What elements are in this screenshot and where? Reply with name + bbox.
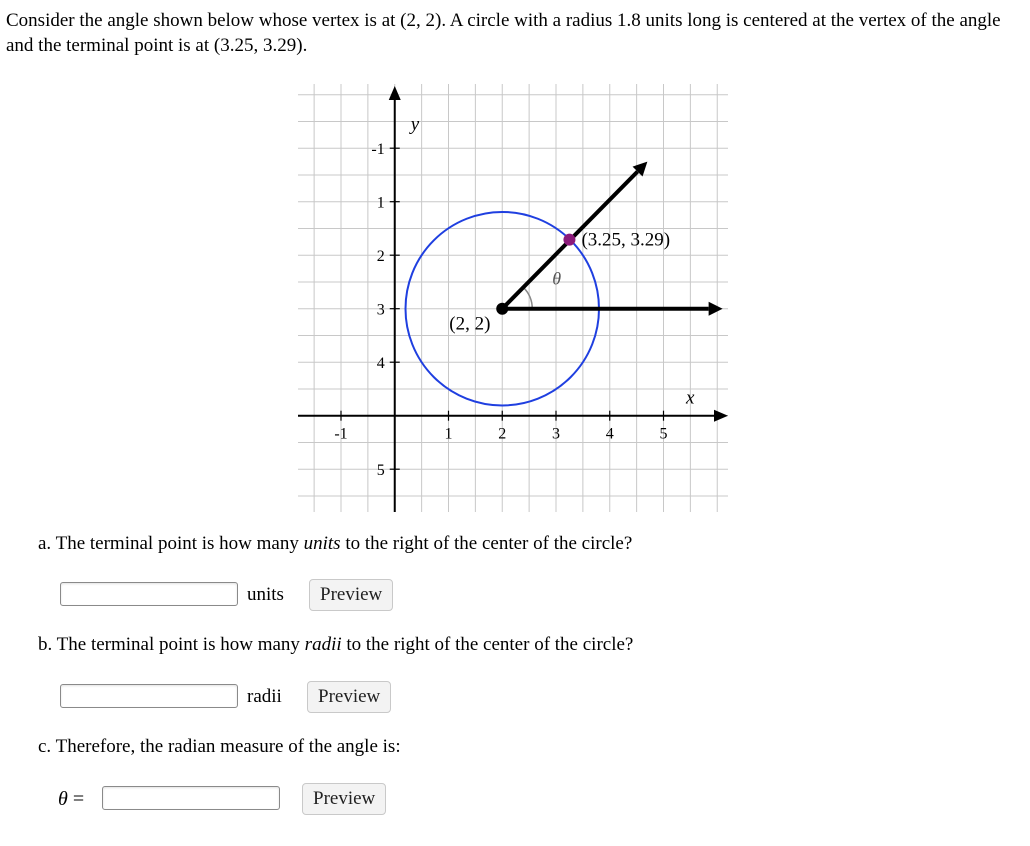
problem-statement bbox=[6, 8, 1024, 58]
answer-a-input[interactable] bbox=[60, 582, 238, 606]
y-tick-label: 2 bbox=[376, 248, 385, 266]
x-axis-label: x bbox=[686, 387, 695, 409]
question-a bbox=[38, 532, 632, 556]
preview-b-button[interactable]: Preview bbox=[307, 681, 391, 713]
question-c-text: c. Therefore, the radian measure of the angle is: bbox=[38, 736, 401, 757]
question-a-text-1: a. The terminal point is how many bbox=[38, 533, 304, 554]
vertex-label: (2, 2) bbox=[449, 313, 491, 335]
angle-arc bbox=[523, 287, 532, 309]
angle-theta-label: θ bbox=[552, 268, 562, 289]
question-b-text-2: to the right of the center of the circle? bbox=[341, 634, 634, 655]
y-axis-label: y bbox=[410, 114, 420, 135]
x-axis-arrow bbox=[714, 410, 728, 422]
x-tick-label: 2 bbox=[498, 425, 507, 443]
question-a-text-2: to the right of the center of the circle? bbox=[340, 533, 633, 554]
intro-text-2: . A circle with a radius 1.8 units long is centered at the vertex of the angle and the terminal point is at bbox=[6, 10, 1001, 56]
answer-a-unit: units bbox=[247, 584, 284, 605]
y-axis-arrow bbox=[389, 86, 401, 100]
x-tick-label: 5 bbox=[659, 425, 668, 443]
question-b-text-1: b. The terminal point is how many bbox=[38, 634, 305, 655]
intro-text-3: . bbox=[302, 35, 308, 56]
theta-equals-label bbox=[58, 787, 84, 811]
intro-text-1: Consider the angle shown below whose vertex is at bbox=[6, 10, 401, 31]
terminal-point bbox=[563, 234, 575, 246]
preview-c-button[interactable]: Preview bbox=[302, 783, 386, 815]
answer-b-input[interactable] bbox=[60, 684, 238, 708]
vertex-point bbox=[496, 303, 508, 315]
y-tick-label: 3 bbox=[376, 301, 385, 319]
x-tick-label: -1 bbox=[334, 425, 348, 443]
y-tick-label: -1 bbox=[371, 141, 385, 159]
x-tick-label: 1 bbox=[444, 425, 453, 443]
initial-ray-arrow bbox=[709, 302, 723, 316]
question-a-emphasis: units bbox=[303, 533, 341, 554]
question-b-emphasis: radii bbox=[304, 634, 342, 655]
preview-a-button[interactable]: Preview bbox=[309, 579, 393, 611]
question-c bbox=[38, 735, 401, 759]
y-tick-label: 4 bbox=[376, 355, 385, 373]
y-tick-label: 1 bbox=[376, 194, 385, 212]
question-b bbox=[38, 633, 633, 657]
equals-sign: = bbox=[67, 788, 85, 810]
x-tick-label: 3 bbox=[552, 425, 560, 443]
y-tick-label: 5 bbox=[376, 462, 385, 480]
angle-graph bbox=[298, 84, 728, 512]
answer-b-unit: radii bbox=[247, 686, 282, 707]
x-tick-label: 4 bbox=[605, 425, 614, 443]
theta-symbol: θ bbox=[58, 788, 68, 810]
answer-c-input[interactable] bbox=[102, 786, 280, 810]
terminal-point-label: (3.25, 3.29) bbox=[581, 229, 671, 251]
intro-vertex: (2, 2) bbox=[400, 10, 442, 31]
intro-terminal-point: (3.25, 3.29) bbox=[213, 35, 303, 56]
